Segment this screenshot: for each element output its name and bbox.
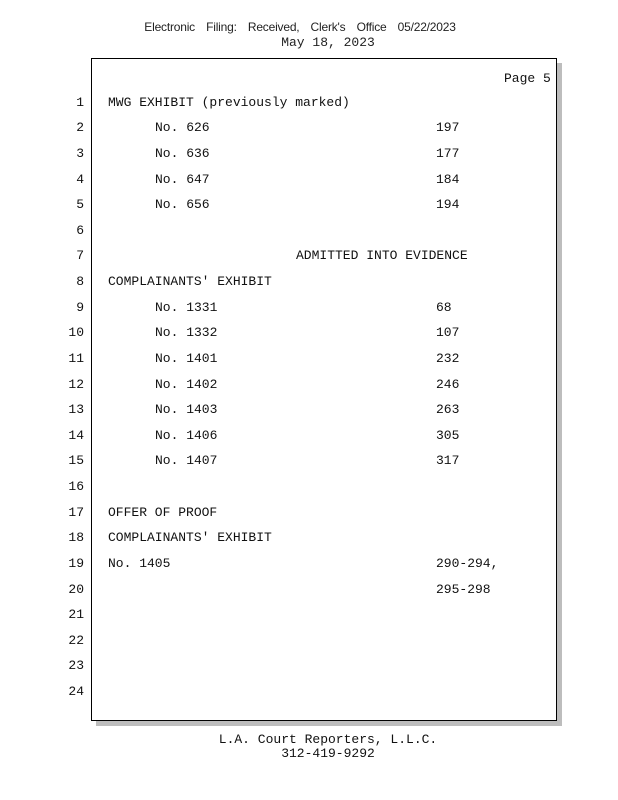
exhibit-number: No. 636 — [155, 146, 210, 161]
line-number: 11 — [68, 351, 84, 366]
exhibit-number: No. 1405 — [108, 556, 171, 571]
exhibit-number: No. 1406 — [155, 428, 218, 443]
exhibit-number: No. 626 — [155, 120, 210, 135]
exhibit-page-ref: 246 — [436, 377, 460, 392]
line-number: 12 — [68, 377, 84, 392]
exhibit-number: No. 1401 — [155, 351, 218, 366]
exhibit-page-ref: 194 — [436, 197, 460, 212]
exhibit-number: No. 647 — [155, 172, 210, 187]
section-heading-admitted: ADMITTED INTO EVIDENCE — [296, 248, 468, 263]
section-heading-offer-of-proof: OFFER OF PROOF — [108, 505, 218, 520]
exhibit-page-ref: 68 — [436, 300, 452, 315]
line-number: 10 — [68, 325, 84, 340]
exhibit-page-ref: 305 — [436, 428, 460, 443]
line-number: 6 — [76, 223, 84, 238]
line-number: 7 — [76, 248, 84, 263]
exhibit-number: No. 1331 — [155, 300, 218, 315]
exhibit-number: No. 1402 — [155, 377, 218, 392]
filing-stamp: Electronic Filing: Received, Clerk's Office 05/22/2023 — [144, 20, 456, 34]
line-number: 16 — [68, 479, 84, 494]
line-number: 15 — [68, 453, 84, 468]
exhibit-page-ref: 317 — [436, 453, 460, 468]
section-heading-mwg-exhibit: MWG EXHIBIT (previously marked) — [108, 95, 350, 110]
footer-phone: 312-419-9292 — [281, 746, 375, 761]
line-number: 21 — [68, 607, 84, 622]
line-number: 24 — [68, 684, 84, 699]
line-number: 18 — [68, 530, 84, 545]
line-number: 8 — [76, 274, 84, 289]
footer-firm-name: L.A. Court Reporters, L.L.C. — [218, 732, 438, 747]
line-number: 20 — [68, 582, 84, 597]
exhibit-number: No. 1403 — [155, 402, 218, 417]
exhibit-number: No. 1407 — [155, 453, 218, 468]
line-number: 3 — [76, 146, 84, 161]
line-number: 19 — [68, 556, 84, 571]
transcript-date: May 18, 2023 — [281, 35, 375, 50]
exhibit-page-ref: 295-298 — [436, 582, 491, 597]
line-number: 17 — [68, 505, 84, 520]
exhibit-page-ref: 232 — [436, 351, 460, 366]
exhibit-page-ref: 263 — [436, 402, 460, 417]
page-number: Page 5 — [504, 71, 551, 86]
exhibit-page-ref: 197 — [436, 120, 460, 135]
section-heading-complainants-exhibit: COMPLAINANTS' EXHIBIT — [108, 274, 272, 289]
line-number: 14 — [68, 428, 84, 443]
exhibit-number: No. 656 — [155, 197, 210, 212]
line-number: 4 — [76, 172, 84, 187]
exhibit-page-ref: 177 — [436, 146, 460, 161]
line-number: 13 — [68, 402, 84, 417]
exhibit-page-ref: 107 — [436, 325, 460, 340]
line-number: 1 — [76, 95, 84, 110]
line-number: 5 — [76, 197, 84, 212]
line-number: 22 — [68, 633, 84, 648]
line-number: 2 — [76, 120, 84, 135]
exhibit-page-ref: 184 — [436, 172, 460, 187]
line-number: 9 — [76, 300, 84, 315]
line-number: 23 — [68, 658, 84, 673]
exhibit-number: No. 1332 — [155, 325, 218, 340]
exhibit-page-ref: 290-294, — [436, 556, 499, 571]
section-heading-complainants-exhibit: COMPLAINANTS' EXHIBIT — [108, 530, 272, 545]
